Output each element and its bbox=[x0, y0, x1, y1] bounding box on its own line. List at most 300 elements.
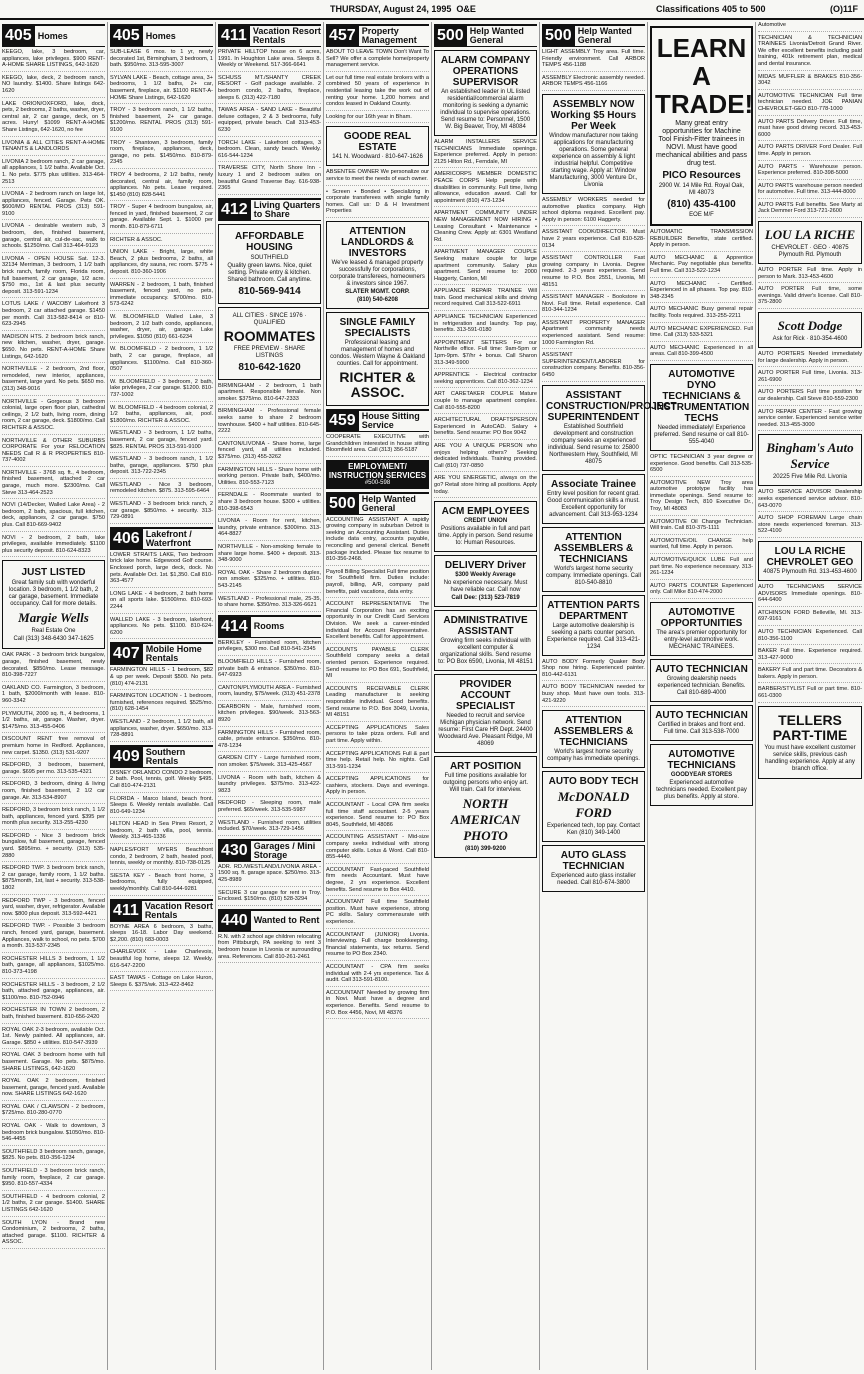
classified-ad: ROYAL OAK 2 bedroom, finished basement, garage, fenced yard. Available now. SHARE LISTINGS 642-1620 bbox=[2, 1078, 105, 1101]
column-7 bbox=[648, 22, 756, 1370]
classified-ad: REDFORD - Sleeping room, male preferred. $65/week. 313-535-5987 bbox=[218, 800, 321, 816]
classified-ad: TROY - Shantown, 3 bedroom, family room, fireplace, appliances, deck, garage, no pets. $1450/mo. 810-879-2345 bbox=[110, 140, 213, 169]
ad-list bbox=[326, 169, 429, 218]
tellers-ad bbox=[758, 706, 862, 779]
ad-body: Experienced tech, top pay. Contact Ken (810) 349-1400 bbox=[547, 823, 640, 837]
affordable-housing-ad bbox=[218, 224, 321, 304]
classified-ad: LONG LAKE - 4 bedroom, 2 bath home on all sports lake. $1500/mo. 810-693-2244 bbox=[110, 591, 213, 614]
classified-ad: BIRMINGHAM - Professional female seeks same to share 2 bedroom townhouse. $400 + half utilities. 810-645-2222 bbox=[218, 408, 321, 437]
automotive-technicians-ad bbox=[650, 744, 753, 806]
classified-ad: TROY - 3 bedroom ranch, 1 1/2 baths, finished basement, 2+ car garage. $1200/mo. RENTAL PROS (313) 591-9100 bbox=[110, 107, 213, 136]
classified-ad: AUTO PORTER Full time, some evenings. Valid driver's license. Call 810-375-2800 bbox=[758, 286, 862, 309]
ad-title: ATTENTION ASSEMBLERS & TECHNICIANS bbox=[553, 715, 634, 749]
classified-ad: ROYAL OAK / CLAWSON - 2 bedroom, $725/mo. 810-280-0770 bbox=[2, 1104, 105, 1120]
classified-ad: REDFORD, 3 bedroom, basement, garage. $695 per mo. 313-535-4321 bbox=[2, 762, 105, 778]
classified-ad: ROCHESTER IN TOWN 2 bedroom, 2 bath, finished basement. 810-656-2420 bbox=[2, 1007, 105, 1023]
classified-ad: NORTHVILLE - 3768 sq. ft., 4 bedroom, finished basement, attached 2 car garage, much more. $2300/mo. Call Steve 313-464-2523 bbox=[2, 470, 105, 499]
classified-ad: APARTMENT MANAGER COUPLE Seeking mature couple for large apartment community. Salary plus apartment. Send resume to: 2000 Haggerty, Canton, MI bbox=[434, 249, 537, 285]
classified-ad: AUTOMATIC TRANSMISSION REBUILDER Benefits, state certified. Apply in person. bbox=[650, 229, 753, 252]
classified-ad: SOUTH LYON - Brand new Condominium, 2 bedrooms, 2 baths, attached garage. $1100. RICHTER & ASSOC. bbox=[2, 1220, 105, 1249]
ad-body: No experience necessary. Must have reliable car. Call now bbox=[443, 580, 528, 594]
classified-ad: AUTO TECHNICIAN Experienced. Call 810-356-1100 bbox=[758, 629, 862, 645]
ad-title: DELIVERY Driver bbox=[444, 560, 527, 572]
assembly-ad bbox=[542, 94, 645, 194]
classified-ad: AUTO SHOP FOREMAN Large chain store needs experienced foreman. 313-522-4100 bbox=[758, 515, 862, 538]
classified-ad: WESTLAND - Nice 3 bedroom, remodeled kitchen. $875. 313-595-6464 bbox=[110, 482, 213, 498]
classified-ad: ASSISTANT CONTROLLER Fast growing company in Livonia. Degree required. 2-3 years experience. Send resume to P.O. Box 2551, Livonia, MI 48151 bbox=[542, 255, 645, 291]
ad-title: Scott Dodge bbox=[777, 318, 843, 334]
classified-ad: LIVONIA & ALL CITIES RENT-A-HOME TENANTS & LANDLORDS bbox=[2, 140, 105, 156]
dyno-technicians-ad bbox=[650, 364, 753, 451]
section-header: 430 Garages / Mini Storage bbox=[218, 839, 321, 862]
classified-ad: EAST TAWAS - Cottage on Lake Huron, Sleeps 6. $375/wk. 313-422-8462 bbox=[110, 975, 213, 991]
banner-title: EMPLOYMENT/ INSTRUCTION SERVICES bbox=[328, 461, 427, 480]
ad-title: ASSEMBLY NOW Working $5 Hours Per Week bbox=[550, 98, 637, 132]
classified-ad: AUTO MECHANIC Experienced in all areas. Call 810-399-4500 bbox=[650, 345, 753, 361]
classified-ad: W. BLOOMFIELD - 2 bedroom, 1 1/2 bath, 2 car garage, fireplace, all appliances. $1100/mo. Call 810-360-0507 bbox=[110, 346, 213, 375]
classified-ad: NORTHVILLE - Non-smoking female to share large home. $400 + deposit. 313-348-9000 bbox=[218, 544, 321, 567]
section-header: 407 Mobile Home Rentals bbox=[110, 642, 213, 665]
classified-ad: ACCOUNTANT - Local CPA firm seeks full time staff accountant. 2-5 years experience. Send resume to: PO Box 8045, Southfield, MI 48086 bbox=[326, 802, 429, 831]
ad-title: ATTENTION LANDLORDS & INVESTORS bbox=[341, 225, 414, 259]
ad-title: JUST LISTED bbox=[21, 567, 86, 579]
classified-ad: FLORIDA - Marco Island, beach front. Sleeps 6. Weekly rentals available. Call 810-649-1234 bbox=[110, 796, 213, 819]
classified-ad: ROYAL OAK - Walk to downtown, 3 bedroom brick bungalow. $1050/mo. 810-546-4455 bbox=[2, 1123, 105, 1146]
ad-company: SLATER MGMT. CORP. bbox=[345, 288, 410, 295]
classified-ad: LIVONIA - OPEN HOUSE Sat. 12-3. 32134 Merriman, 3 bedroom, 1 1/2 bath brick ranch, family room, Florida room, full basement, 2 car garage, 1/2 acre. $750 mo., 1st & last plus security deposit. 313-591-1234 bbox=[2, 256, 105, 299]
classified-ad: W. BLOOMFIELD Walled Lake, 3 bedroom, 2 1/2 bath condo, appliances, washer, dryer, air, garage. Lake privileges. $1050 (810) 661-6234 bbox=[110, 314, 213, 343]
classified-ad: CHARLEVOIX - Lake Charlevoix, beautiful log home, sleeps 12. Weekly. 616-547-2200 bbox=[110, 949, 213, 972]
ad-list bbox=[434, 139, 537, 498]
classified-ad: AUTOMOTIVE/OIL CHANGE help wanted, full time. Apply in person. bbox=[650, 538, 753, 554]
ad-title: AUTOMOTIVE DYNO TECHNICIANS & INSTRUMENTATION TECHS bbox=[654, 368, 750, 424]
ad-list bbox=[758, 351, 862, 431]
ad-title: AUTOMOTIVE TECHNICIANS bbox=[667, 749, 736, 771]
classified-ad: ACCEPTING APPLICATIONS Full & part time help. Retail help. No nights. Call 313-591-1234 bbox=[326, 751, 429, 774]
ad-body: Professional leasing and management of homes and condos. Western Wayne & Oakland counties. Call for appointment. bbox=[330, 339, 425, 367]
ad-body: An established leader in UL listed residential/commercial alarm monitoring is seeking a dynamic individual to supervise operations. Send resume to: Personnel, 1500 W. Big Beaver, Troy, MI 48084 bbox=[440, 89, 531, 130]
classified-ad: CANTON/PLYMOUTH AREA - Furnished room, laundry, $75/week. (313) 451-2378 bbox=[218, 685, 321, 701]
classified-ad: LIVONIA - Room with bath, kitchen & laundry privileges. $375/mo. 313-422-9823 bbox=[218, 775, 321, 798]
ad-phone: Call Dee: (313) 523-7819 bbox=[451, 595, 520, 602]
ad-title: Associate Trainee bbox=[550, 478, 637, 490]
section-header: 405 Homes bbox=[2, 24, 105, 47]
classified-ad: COOPERATE EXECUTIVE with Grandchildren interested in house sitting Bloomfield area. Call (313) 356-5187 bbox=[326, 434, 429, 457]
ad-title: AUTOMOTIVE OPPORTUNITIES bbox=[660, 607, 743, 629]
classified-ad: LIVONIA - 2 bedroom ranch on large lot, appliances, fenced. Garage. Pets OK. $600/MO RENTAL PROS (313) 591-9100 bbox=[2, 191, 105, 220]
ad-list bbox=[758, 267, 862, 309]
ad-list bbox=[758, 489, 862, 538]
classified-ad: WESTLAND - Professional male, 25-35, to share home. $350/mo. 313-326-6621 bbox=[218, 596, 321, 612]
ad-body: The area's premier opportunity for entry-level automotive work. MECHANIC TRAINEES. bbox=[656, 630, 747, 650]
ad-body: Certified in brakes and front end. Full time. Call 313-538-7000 bbox=[657, 722, 746, 735]
classified-ad: GARDEN CITY - Large furnished room, non smoker. $75/week. 313-425-4567 bbox=[218, 755, 321, 771]
ad-title: LOU LA RICHE CHEVROLET GEO bbox=[766, 545, 854, 568]
classified-ad: W. BLOOMFIELD - 3 bedroom, 2 bath, lake privileges, 2 car garage. $1200. 810-737-1002 bbox=[110, 379, 213, 402]
classified-ad: WESTLAND - 2 bedroom, 1 1/2 bath, all appliances, washer, dryer. $650/mo. 313-728-8891 bbox=[110, 719, 213, 742]
classified-ad: ACCOUNT REPRESENTATIVE The Financial Corporation has an exciting opportunity in our Credit Card Services Division. We seek a career-minded individual for Account Representative. Excellent benefits. Call for appointment. bbox=[326, 601, 429, 644]
column-3 bbox=[216, 22, 324, 1370]
ad-title: PROVIDER ACCOUNT SPECIALIST bbox=[456, 679, 515, 713]
ad-list bbox=[218, 49, 321, 195]
classified-ad: REDFORD, 3 bedroom, dining & living room, finished basement, 2 1/2 car garage. Air. 313-534-8907 bbox=[2, 781, 105, 804]
classified-ad: LAKE ORION/OXFORD, lake, dock, pets, 2 bedrooms, 2 baths, washer, dryer, central air, 2 car garage, deck, on 5 acres. Hurry! $1099 RENT-A-HOME Share Listings, 642-1620, no fee bbox=[2, 101, 105, 137]
ad-title: TELLERS PART-TIME bbox=[772, 711, 848, 743]
alarm-company-ad bbox=[434, 50, 537, 136]
classified-ad: PRIVATE HILLTOP house on 6 acres, 1991. In Houghton Lake area. Sleeps 8. Weekly or Weekend. 517-366-6641 bbox=[218, 49, 321, 72]
classified-ad: KEEGO, lake, 3 bedroom, car, appliances, lake privileges. $900 RENT-A-HOME SHARE LISTINGS, 642-1620 bbox=[2, 49, 105, 72]
classified-ad: APPLIANCE TECHNICIAN Experienced in refrigeration and laundry. Top pay, benefits. 313-591-0180 bbox=[434, 314, 537, 337]
classified-ad: NOVI (14/Decker, Walled Lake Area) - 2 bedroom, 2 bath, spacious, full kitchen, deck, appliances, 2 car garage. $750 plus. Call 810-669-9402 bbox=[2, 502, 105, 531]
section-header: 500 Help Wanted General bbox=[434, 24, 537, 47]
acm-employees-ad bbox=[434, 501, 537, 552]
classified-ad: DISCOUNT RENT free removal of premium home in Redford. Appliances, new carpet. $1350. (313) 531-9207 bbox=[2, 736, 105, 759]
employment-banner bbox=[326, 460, 429, 489]
classified-ad: ABSENTEE OWNER We personalize our service to meet the needs of each owner. bbox=[326, 169, 429, 185]
ad-title: ATTENTION ASSEMBLERS & TECHNICIANS bbox=[553, 531, 634, 565]
classified-ad: LIGHT ASSEMBLY Troy area. Full time. Friendly environment. Call ARBOR TEMPS 456-1188 bbox=[542, 49, 645, 72]
ad-body: World's largest home security company has immediate openings. bbox=[547, 749, 640, 763]
classified-ad: TROY - Super 4 bedroom bungalow, air, fenced in yard, finished basement, 2 car garage. Available Sept. 1. $1000 per month. 810-879-6711 bbox=[110, 204, 213, 233]
classified-ad: NAPLES/FORT MYERS Beachfront condo, 2 bedroom, 2 bath, heated pool, tennis, weekly or monthly. 810-738-0125 bbox=[110, 847, 213, 870]
classified-ad: ACCOUNTANT - CPA firm seeks individual with 2-4 yrs experience. Tax & audit. Call 313-591-8100. bbox=[326, 964, 429, 987]
ad-body: CHEVROLET · GEO · 40875 Plymouth Rd. Plymouth bbox=[771, 245, 849, 259]
classified-ad: ACCOUNTANT Needed by growing firm in Novi. Must have a degree and experience. Benefits. Send resume to P.O. Box 4456, Novi, MI 48376 bbox=[326, 990, 429, 1019]
classified-ad: SOUTHFIELD - 3 bedroom brick ranch, family room, fireplace, 2 car garage. $950. 810-557-4334 bbox=[2, 1168, 105, 1191]
classified-ad: ASSISTANT COOK/DIRECTOR. Must have 2 years experience. Call 810-528-0134 bbox=[542, 229, 645, 252]
classified-ad: W. BLOOMFIELD - 4 bedroom colonial, 2 1/2 baths, appliances, air, pool. $1800/mo. RICHTER & ASSOC. bbox=[110, 405, 213, 428]
roommates-ad bbox=[218, 307, 321, 380]
provider-account-ad bbox=[434, 674, 537, 753]
ad-title: LEARN A TRADE! bbox=[655, 33, 754, 119]
column-8 bbox=[756, 22, 864, 1370]
classified-ad: ASSEMBLY Electronic assembly needed. ARBOR TEMPS 456-1166 bbox=[542, 75, 645, 91]
ad-phone: 810-569-9414 bbox=[238, 285, 301, 297]
classified-ad: REDFORD TWP - 3 bedroom, fenced yard, washer, dryer, refrigerator. Available now. $800 plus deposit. 313-592-4421 bbox=[2, 898, 105, 921]
classified-ad: OAK PARK - 3 bedroom brick bungalow, garage, finished basement, newly decorated. $850/mo. Lease message. 810-398-7227 bbox=[2, 652, 105, 681]
classified-ad: NOVI - 2 bedroom, 2 bath, lake privileges, available immediately. $1100 plus security deposit. 810-624-8323 bbox=[2, 535, 105, 558]
classified-ad: MADISON HTS. 2 bedroom brick ranch, new kitchen, washer, dryer, garage. $650. No pets. RENT-A-HOME Share Listings, 642-1620 bbox=[2, 334, 105, 363]
classified-ad: AUTO PARTS DRIVER Ford Dealer. Full time. Apply in person. bbox=[758, 144, 862, 160]
art-position-ad bbox=[434, 756, 537, 858]
classified-ad: DISNEY ORLANDO CONDO 2 bedroom, 2 bath. Pool, tennis, golf. Weekly $495. Call 810-474-2131 bbox=[110, 770, 213, 793]
section-header: 500 Help Wanted General bbox=[542, 24, 645, 47]
ad-body: Many great entry opportunities for Machine Tool Finish-Fitter trainees in NOVI. Must have good mechanical abilities and pass drug test. bbox=[655, 120, 748, 167]
classified-ad: WESTLAND - Furnished room, utilities included. $70/week. 313-729-1456 bbox=[218, 820, 321, 836]
ad-phone: 810-642-1620 bbox=[238, 361, 301, 373]
binghams-auto-ad bbox=[758, 434, 862, 486]
classified-ad: AUTO TECHNICIANS SERVICE ADVISORS Immediate openings. 810-644-6400 bbox=[758, 584, 862, 607]
single-family-ad bbox=[326, 312, 429, 406]
classified-ad: AUTO SERVICE ADVISOR Dealership seeks experienced service advisor. 810-643-0070 bbox=[758, 489, 862, 512]
classified-ad: TAWAS AREA - SAND LAKE - Beautiful deluxe cottages, 2 & 3 bedrooms, fully equipped, private beach. Call 313-453-6230 bbox=[218, 107, 321, 136]
lou-la-riche-ad-2 bbox=[758, 541, 862, 581]
ad-list bbox=[218, 640, 321, 836]
ad-list bbox=[758, 22, 862, 218]
auto-glass-ad bbox=[542, 845, 645, 892]
classified-ad: KEEGO, lake, deck, 2 bedroom ranch, NO laundry. $1400. Share listings 642-1620 bbox=[2, 75, 105, 98]
ad-list bbox=[110, 667, 213, 741]
just-listed-ad bbox=[2, 560, 105, 649]
column-5 bbox=[432, 22, 540, 1370]
classified-ad: AUTO BODY TECHNICIAN needed for busy shop. Must have own tools. 313-421-9220 bbox=[542, 684, 645, 707]
ad-footer: EOE M/F bbox=[689, 212, 714, 218]
ad-title: AUTO TECHNICIAN bbox=[655, 664, 748, 675]
ad-title: AFFORDABLE HOUSING bbox=[235, 230, 304, 253]
classified-ad: NORTHVILLE & OTHER SUBURBS CORPORATE For your RELOCATION NEEDS Call R & R PROPERTIES 810-737-4002 bbox=[2, 438, 105, 467]
ad-list bbox=[110, 770, 213, 896]
classified-ad: AUTOMOTIVE Oil Change Technician. Will train. Call 810-375-1111 bbox=[650, 519, 753, 535]
ad-list bbox=[218, 934, 321, 963]
header-date: THURSDAY, August 24, 1995 O&E bbox=[330, 4, 476, 14]
ad-list bbox=[110, 924, 213, 992]
ad-list bbox=[326, 517, 429, 1019]
column-6 bbox=[540, 22, 677, 1370]
section-header: 412 Living Quarters to Share bbox=[218, 198, 321, 221]
classified-ad: AMERICORPS MEMBER DOMESTIC PEACE CORPS Help people with disabilities in community. Full time, living allowance, education award. Call for appointment (810) 473-1234 bbox=[434, 171, 537, 207]
classified-ad: APPRENTICE - Electrical contractor seeking apprentices. Call 810-362-1234 bbox=[434, 372, 537, 388]
ad-body: Growing firm seeks individual with excellent computer & organizational skills. Send resume to: PO Box 6590, Livonia, MI 48151 bbox=[438, 638, 533, 666]
classified-ad: AUTO PARTS warehouse person needed for automotive. Full time. 313-444-8000 bbox=[758, 183, 862, 199]
ad-list bbox=[542, 49, 645, 91]
automotive-opportunities-ad bbox=[650, 602, 753, 656]
classified-ad: FARMINGTON HILLS - Share home with working person. Private bath, $400/mo. Utilities. 810-553-7123 bbox=[218, 467, 321, 490]
classified-ad: AUTO PORTER Full time. Apply in person to Mark. 313-453-4600 bbox=[758, 267, 862, 283]
classified-ad: BAKER Full time. Experience required. 313-427-9000 bbox=[758, 648, 862, 664]
classified-ad: ACCEPTING APPLICATIONS for cashiers, stockers. Days and evenings. Apply in person. bbox=[326, 776, 429, 799]
auto-body-tech-ad bbox=[542, 771, 645, 842]
section-header: 411 Vacation Resort Rentals bbox=[218, 24, 321, 47]
section-header: 414 Rooms bbox=[218, 615, 321, 638]
classified-ad: WESTLAND - 3 bedroom ranch, 1 1/2 baths, garage, appliances. $750 plus deposit. 313-722-2345 bbox=[110, 456, 213, 479]
ad-body: Quality green lawns. Nice, quiet setting. Private entry & kitchen. Shared bathroom. Call anytime. bbox=[227, 262, 312, 283]
ad-body: Experienced automotive technicians needed. Excellent pay plus benefits. Apply at store. bbox=[656, 780, 747, 800]
classified-ad: FARMINGTON LOCATION - 1 bedroom, furnished, references required. $525/mo. (810) 628-1454 bbox=[110, 693, 213, 716]
ad-body: Window manufacturer now taking applications for manufacturing operations. Some general experience on assembly & light industrial helpful. Competitive starting wage. Apply at: Window Manufacturing, 3000 Venture Dr., Livonia bbox=[549, 132, 638, 188]
ad-title: AUTO BODY TECH bbox=[548, 776, 639, 788]
ad-company: PICO Resources bbox=[662, 170, 741, 181]
ad-subtitle: SOUTHFIELD bbox=[250, 254, 289, 261]
ad-body: World's largest home security company. Immediate openings. Call 810-540-8810 bbox=[546, 565, 641, 586]
ad-title: SINGLE FAMILY SPECIALISTS bbox=[339, 316, 416, 339]
ad-list bbox=[110, 552, 213, 640]
ad-body: Established Southfield development and construction company seeks an experienced individual. Send resume to: 25800 Northwestern Hwy, Southfield, MI 48075 bbox=[548, 423, 639, 465]
ad-list bbox=[326, 49, 429, 123]
attention-landlords-ad bbox=[326, 221, 429, 309]
assemblers-technicians-ad bbox=[542, 527, 645, 592]
ad-title: GOODE REAL ESTATE bbox=[343, 131, 412, 154]
classified-ad: ROYAL OAK 2-3 bedroom, available Oct. 1st. Newly painted. All appliances, air. Garage. $850 + utilities. 810-547-3939 bbox=[2, 1027, 105, 1050]
section-header: 406 Lakefront / Waterfront bbox=[110, 527, 213, 550]
classified-ad: OPTIC TECHNICIAN 3 year degree or experience. Good benefits. Call 313-535-6500 bbox=[650, 454, 753, 477]
learn-a-trade-ad bbox=[650, 26, 753, 226]
classified-ad: DEARBORN - Male, furnished room, kitchen privileges. $90/week. 313-563-8920 bbox=[218, 704, 321, 727]
ad-title: ACM EMPLOYEES bbox=[441, 506, 530, 518]
classified-ad: LOWER STRAITS LAKE, Two bedroom brick lake home. Edgewood Golf course. Enclosed porch, large deck, dock. No pets. Available Oct. 1st. $1,350. Call 810-363-4577 bbox=[110, 552, 213, 588]
ad-title: Bingham's Auto Service bbox=[766, 440, 854, 472]
header-classifications: Classifications 405 to 500 bbox=[656, 4, 766, 14]
classified-ad: SYLVAN LAKE - Beach, cottage area, 3+ bedrooms, 1 1/2 baths, 2+ car, basement, fireplace, air. $1100 RENT-A-HOME Share Listings, 642-1620 bbox=[110, 75, 213, 104]
delivery-driver-ad bbox=[434, 555, 537, 607]
ad-title: ASSISTANT CONSTRUCTION/PROJECT SUPERINTENDENT bbox=[546, 389, 677, 423]
ad-list bbox=[650, 454, 753, 599]
ad-list bbox=[326, 434, 429, 457]
classified-ad: ARE YOU A UNIQUE PERSON who enjoys helping others? Seeking dedicated individuals. Training provided. Call (810) 737-0850 bbox=[434, 443, 537, 472]
classified-ad: ACCOUNTANT Fast-paced Southfield firm needs Accountant. Must have degree, 2 yrs experience. Excellent benefits. Send resume to Box 4410. bbox=[326, 867, 429, 896]
classified-ad: BARBER/STYLIST Full or part time. 810-661-0300 bbox=[758, 686, 862, 702]
ad-body: 141 N. Woodward · 810-647-1626 bbox=[332, 154, 423, 161]
classified-ad: ABOUT TO LEAVE TOWN Don't Want To Sell? We offer a complete home/property management service. bbox=[326, 49, 429, 72]
classified-ad: WALLED LAKE - 3 bedroom, lakefront, appliances. No pets. $1100. 810-624-6200 bbox=[110, 617, 213, 640]
ad-body: Needed to recruit and service Michigan physician network. Send resume: First Care HR Dept. 24400 Woodward Ave. Pleasant Ridge, MI 48069 bbox=[438, 713, 533, 748]
auto-technician-ad-2 bbox=[650, 705, 753, 741]
classified-ad: MIDAS MUFFLER & BRAKES 810-356-3042 bbox=[758, 74, 862, 90]
classified-ad: SOUTHFIELD - 4 bedroom colonial, 2 1/2 baths, 2 car garage. $1400. SHARE LISTINGS 642-1620 bbox=[2, 1194, 105, 1217]
classified-ad: ACCOUNTS PAYABLE CLERK Southfield company seeks a detail oriented person. Experience required. Send resume to: PO Box 691, Southfield, MI bbox=[326, 647, 429, 683]
ad-subtitle: GOODYEAR STORES bbox=[670, 772, 733, 778]
classified-ad: REDFORD, 3 bedroom brick ranch, 1 1/2 bath, appliances, fenced yard. $395 per month plus security. 313-255-4230 bbox=[2, 807, 105, 830]
goode-real-estate-ad bbox=[326, 126, 429, 166]
section-header: 409 Southern Rentals bbox=[110, 745, 213, 768]
classified-ad: ALARM INSTALLERS SERVICE TECHNICIANS Immediate openings. Experience preferred. Apply in person: 2125 Hilton Rd., Ferndale, MI bbox=[434, 139, 537, 168]
classified-ad: AUTOMOTIVE/QUICK LUBE Full and part time. No experience necessary. 313-261-1234 bbox=[650, 557, 753, 580]
classified-ad: SCHUSS MT./SHANTY CREEK RESORT - Golf package available. 2 bedroom condo, 2 baths, fireplace, sleeps 6. (313) 422-7180 bbox=[218, 75, 321, 104]
classified-ad: AUTO MECHANIC & Apprentice Mechanic. Pay negotiable plus benefits. Full time. Call 313-522-1234 bbox=[650, 255, 753, 278]
classified-ad: AUTO PARTS Full benefits. See Marty at Jack Demmer Ford 313-721-2600 bbox=[758, 202, 862, 218]
classified-ad: ACCOUNTANT (JUNIOR) Livonia. Interviewing. Full charge bookkeeping, financial statements, tax returns. Send resume to PO Box 2340. bbox=[326, 932, 429, 961]
ad-phone: (810) 540-6208 bbox=[356, 296, 399, 303]
ad-body: Entry level position for recent grad. Good communication skills a must. Excellent opportunity for advancement. Call 313-953-1234 bbox=[547, 490, 640, 518]
ad-list bbox=[2, 652, 105, 1249]
classified-ad: TORCH LAKE - Lakefront cottages, 3 bedroom. Clean, sandy beach. Weekly. 616-544-1234 bbox=[218, 140, 321, 163]
section-header: 411 Vacation Resort Rentals bbox=[110, 899, 213, 922]
classified-ad: REDFORD - Nice 3 bedroom brick bungalow, full basement, garage, fenced yard. $895/mo. + security. (313) 535-2880 bbox=[2, 833, 105, 862]
classified-ad: ACCOUNTS RECEIVABLE CLERK Leading manufacturer is seeking responsible individual. Good benefits. Send resume to P.O. Box 3049, Livonia, MI 48151 bbox=[326, 686, 429, 722]
classified-ad: TROY 4 bedrooms, 2 1/2 baths, newly decorated, central air, family room, appliances. No pets. Lease required. $1450 (810) 828-5441 bbox=[110, 172, 213, 201]
ad-title: ATTENTION PARTS DEPARTMENT bbox=[547, 599, 640, 622]
classified-ad: FARMINGTON HILLS - Furnished room, cable, private entrance. $350/mo. 810-478-1234 bbox=[218, 730, 321, 753]
classified-ad: AUTO PORTER Full time, Livonia. 313-261-6900 bbox=[758, 370, 862, 386]
ad-body: 40875 Plymouth Rd. 313-453-4600 bbox=[763, 568, 857, 575]
header-page-number: (O)11F bbox=[829, 4, 858, 14]
classified-ad: WARREN - 2 bedroom, 1 bath, finished basement, fenced yard, no pets, immediate occupancy. $700/mo. 810-573-6242 bbox=[110, 282, 213, 311]
classified-ad: BAKERY Full and part time. Decorators & bakers. Apply in person. bbox=[758, 667, 862, 683]
classified-ad: Let our full time real estate brokers with a combined 50 years of experience in residential leasing take the work out of renting your home. 1,200 homes and condos leased in Oakland County. bbox=[326, 75, 429, 111]
scott-dodge-ad bbox=[758, 312, 862, 348]
classified-ad: AUTO PARTS COUNTER Experienced only. Call Mike 810-474-2000 bbox=[650, 583, 753, 599]
ad-address: 2900 W. 14 Mile Rd. Royal Oak, MI 48073 bbox=[658, 183, 745, 196]
lou-la-riche-ad bbox=[758, 221, 862, 264]
classified-ad: SECURE 3 car garage for rent in Troy. Enclosed. $150/mo. (810) 528-3294 bbox=[218, 890, 321, 906]
ad-body: Needed immediately! Experience preferred. Send resume or call 810-555-4040 bbox=[654, 424, 749, 445]
classified-ad: LIVONIA 2 bedroom ranch, 2 car garage, all appliances, 1 1/2 baths. Available Oct. 1. No pets. $775 plus utilities. 313-464-2513 bbox=[2, 159, 105, 188]
classified-ad: ASSISTANT PROPERTY MANAGER Apartment community needs experienced assistant. Send resume: 1000 Farmington Rd. bbox=[542, 320, 645, 349]
parts-department-ad bbox=[542, 595, 645, 656]
classified-ad: AUTO MECHANIC EXPERIENCED. Full time. Call (313) 533-5321 bbox=[650, 326, 753, 342]
classified-ad: Payroll Billing Specialist Full time position for Southfield firm. Duties include: payroll, billing, A/R, company paid benefits, paid vacations, data entry. bbox=[326, 569, 429, 598]
classified-ad: REDFORD TWP. - Possible 3 bedroom ranch, fenced yard, garage, basement. Appliances, walk to school, no pets. $700 a month. 313-537-2345 bbox=[2, 923, 105, 952]
classified-ad: ARE YOU ENERGETIC, always on the go? Retail store hiring all positions. Apply today. bbox=[434, 475, 537, 498]
associate-trainee-ad bbox=[542, 474, 645, 524]
column-4 bbox=[324, 22, 432, 1370]
classified-ad: ATCHINSON FORD Belleville, MI. 313-697-9161 bbox=[758, 610, 862, 626]
ad-list bbox=[542, 197, 645, 382]
classified-ad: ACCOUNTANT Full time Southfield position. Must have experience, strong PC skills. Salary commensurate with experience. bbox=[326, 899, 429, 928]
section-header: 457 Property Management bbox=[326, 24, 429, 47]
ad-company: NORTH AMERICAN PHOTO bbox=[450, 796, 521, 844]
classified-ad: RICHTER & ASSOC. bbox=[110, 237, 213, 247]
column-2 bbox=[108, 22, 216, 1370]
section-header: 405 Homes bbox=[110, 24, 213, 47]
classified-ad: TECHNICIAN & TECHNICIAN TRAINEES Livonia/Detroit Grand River. We offer excellent benefits including paid training, 401k retirement plan, medical and dental insurance. bbox=[758, 35, 862, 71]
page-header bbox=[0, 0, 864, 20]
ad-body: Great family sub with wonderful location. 3 bedroom, 1 1/2 bath, 2 car garage, basement. Immediate occupancy. Call for more details. bbox=[8, 580, 99, 608]
ad-title: ROOMMATES bbox=[223, 327, 316, 344]
assemblers-technicians-ad-2 bbox=[542, 710, 645, 768]
ad-list bbox=[218, 864, 321, 906]
classified-ad: AUTO BODY Formerly Quaker Body Shop now hiring. Experienced painter. 810-442-6131 bbox=[542, 659, 645, 682]
classified-ad: PLYMOUTH, 2000 sq. ft., 4 bedrooms, 1 1/2 baths, air, garage. Washer, dryer. $1475/mo. 313-455-0406 bbox=[2, 711, 105, 734]
ad-subtitle: ALL CITIES · SINCE 1976 · QUALIFIED bbox=[232, 312, 307, 326]
classified-ad: OAKLAND CO. Farmington, 3 bedroom, 1 bath, $2000/month with lease. 810-960-3342 bbox=[2, 685, 105, 708]
ad-body: FREE PREVIEW · SHARE LISTINGS bbox=[233, 345, 306, 359]
ad-phone: (810) 399-9200 bbox=[464, 846, 507, 853]
classified-ad: AUTO MECHANIC Busy general repair facility. Tools required. 313-255-2211 bbox=[650, 306, 753, 322]
classified-ad: ART CARETAKER COUPLE Mature couple to manage apartment complex. Call 810-555-8200 bbox=[434, 391, 537, 414]
classified-ad: ROYAL OAK 3 bedroom home with full basement. Garage. No pets. $875/mo. SHARE LISTINGS, 642-1620 bbox=[2, 1052, 105, 1075]
auto-technician-ad bbox=[650, 659, 753, 702]
ad-body: Growing dealership needs experienced technician. Benefits. Call 810-689-4000 bbox=[657, 676, 746, 696]
agent-phone: Call (313) 348-6430 347-1625 bbox=[13, 636, 94, 643]
classified-ad: APPLIANCE REPAIR TRAINEE Will train. Good mechanical skills and driving record required. Call 313-522-6911 bbox=[434, 288, 537, 311]
classified-ad: ASSISTANT MANAGER - Bookstore in Novi. Full time. Retail experience. Call 810-344-1234 bbox=[542, 294, 645, 317]
ad-list bbox=[2, 49, 105, 557]
classified-ad: SUB-LEASE 6 mos. to 1 yr, newly decorated 1st, Birmingham, 3 bedroom, 1 bath. $950/mo. 313-595-3007 bbox=[110, 49, 213, 72]
classified-ad: AUTOMOTIVE TECHNICIAN Full time technician needed. JOE PANIAN CHEVROLET-GEO 810-778-1000 bbox=[758, 93, 862, 116]
classified-ad: AUTO PARTS - Warehouse person. Experience preferred. 810-398-5000 bbox=[758, 164, 862, 180]
ad-list bbox=[650, 229, 753, 361]
classified-ad: ROCHESTER HILLS - 3 bedroom, 2 1/2 bath, attached garage, appliances, air. $1100/mo. 810-752-0946 bbox=[2, 982, 105, 1005]
classified-ad: ARCHITECTURAL DRAFTSPERSON Experienced in AutoCAD. Salary + benefits. Send resume: PO Box 9042 bbox=[434, 417, 537, 440]
classified-ad: Looking for our 16th year in Bham. bbox=[326, 114, 429, 124]
classified-ad: APARTMENT COMMUNITY UNDER NEW MANAGEMENT NOW HIRING • Leasing Consultant • Maintenance • Cleaning Crew. Apply at: 6301 Westland Rd. bbox=[434, 210, 537, 246]
classified-ad: ADR. RD./WESTLAND/LIVONIA AREA - 1500 sq. ft. garage space. $250/mo. 313-425-8989 bbox=[218, 864, 321, 887]
classified-ad: • Screen • Bonded • Specializing in corporate transferees with single family homes. Call us: D & H Investment Properties bbox=[326, 189, 429, 218]
section-header: 440 Wanted to Rent bbox=[218, 909, 321, 932]
classified-ad: BERKLEY - Furnished room, kitchen privileges, $300 mo. Call 810-541-2345 bbox=[218, 640, 321, 656]
classified-ad: ASSISTANT SUPERINTENDENT/LABORER for construction company. Benefits. 810-356-6450 bbox=[542, 352, 645, 381]
classified-ad: AUTOMOTIVE NEW Troy area automotive prototype facility has immediate openings. Send resume to: Troy Design Tech, 810 Executive Dr., Troy, MI 48083 bbox=[650, 480, 753, 516]
classified-ad: HILTON HEAD in Sea Pines Resort, 2 bedroom, 2 bath villa, pool, tennis. Weekly. 313-465-1336 bbox=[110, 821, 213, 844]
ad-company: RICHTER & ASSOC. bbox=[339, 368, 416, 400]
classified-ad: WESTLAND - 3 bedroom brick ranch, 2 car garage. $850/mo. + security. 313-729-0891 bbox=[110, 501, 213, 524]
classified-ad: BLOOMFIELD HILLS - Furnished room, private bath & entrance. $350/mo. 810-647-6923 bbox=[218, 659, 321, 682]
ad-body: You must have excellent customer service skills, previous cash handling experience. Apply at any branch office. bbox=[764, 744, 856, 772]
agent-company: Real Estate One bbox=[31, 628, 76, 635]
ad-title: ADMINISTRATIVE ASSISTANT bbox=[443, 615, 528, 638]
classified-ad: AUTO PARTS Delivery Driver. Full time, must have good driving record. 313-453-6000 bbox=[758, 119, 862, 142]
ad-subtitle: $300 Weekly Average bbox=[455, 572, 516, 579]
ad-company: McDONALD FORD bbox=[557, 789, 630, 821]
classified-ad: REDFORD TWP. 3 bedroom brick ranch, 2 car garage, family room, 1 1/2 baths. $875/month, 1st, last + security. 313-538-1802 bbox=[2, 865, 105, 894]
ad-subtitle: CREDIT UNION bbox=[463, 518, 508, 525]
banner-subtitle: #500-598 bbox=[364, 479, 391, 486]
ad-list bbox=[218, 383, 321, 612]
admin-assistant-ad bbox=[434, 610, 537, 671]
classified-ad: TRAVERSE CITY, North Shore Inn - luxury 1 and 2 bedroom suites on beautiful Grand Traverse Bay. 616-938-2365 bbox=[218, 165, 321, 194]
classified-ad: AUTO MECHANIC - Certified. Experienced in all phases. Top pay. 810-348-2345 bbox=[650, 281, 753, 304]
ad-body: 20225 Five Mile Rd. Livonia bbox=[772, 474, 848, 481]
